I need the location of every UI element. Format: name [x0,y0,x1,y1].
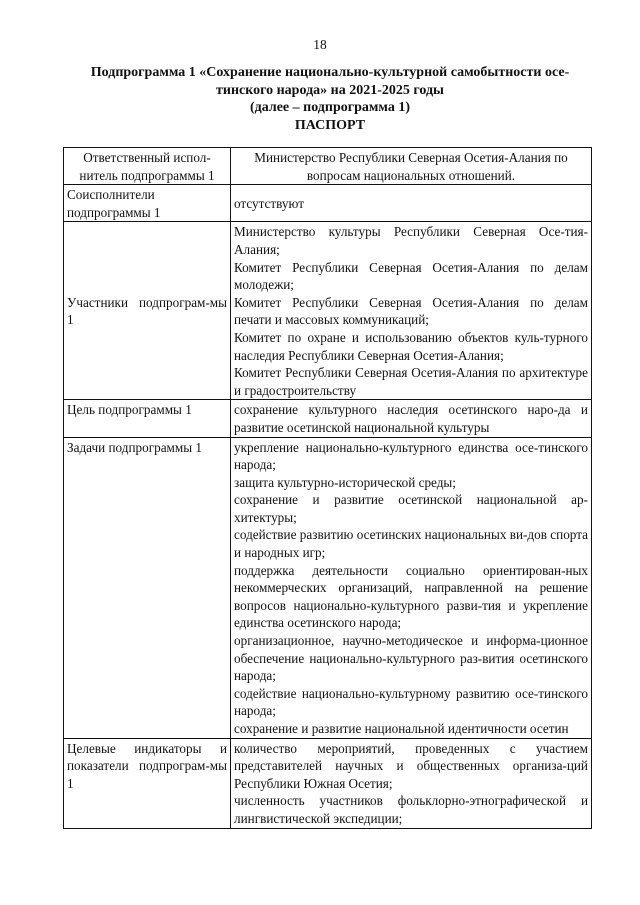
coexecutors-value: отсутствуют [231,185,592,222]
participant-item: Комитет Республики Северная Осетия-Алания по архитектуре и градостроительству [234,365,588,398]
goal-value: сохранение культурного наследия осетинского наро-да и развитие осетинской национальной культуры [231,400,592,437]
page-number: 18 [313,37,327,52]
executor-value: Министерство Республики Северная Осетия-Алания по вопросам национальных отношений. [231,148,592,185]
title-line-1: Подпрограмма 1 «Сохранение национально-культурной самобытности осе- [90,65,570,80]
indicators-label: Целевые индикаторы и показатели подпрограм-мы 1 [64,738,231,828]
task-item: сохранение и развитие национальной идентичности осетин [234,721,569,736]
row-coexecutors [64,185,592,222]
coexecutors-label: Соисполнители подпрограммы 1 [64,185,231,222]
tasks-label: Задачи подпрограммы 1 [64,437,231,738]
row-executor [64,148,592,185]
indicators-value [231,738,592,828]
task-item: организационное, научно-методическое и информа-ционное обеспечение национально-культурного раз-вития осетинского народа; [234,633,588,684]
title-line-4: ПАСПОРТ [294,117,366,133]
participants-label: Участники подпрограм-мы 1 [64,222,231,400]
row-tasks [64,437,592,738]
title-line-3: (далее – подпрограмма 1) [249,100,411,115]
task-item: содействие национально-культурному развитию осе-тинского народа; [234,685,588,719]
tasks-value [231,437,592,738]
participants-value [231,222,592,400]
participant-item: Комитет Республики Северная Осетия-Алания по делам печати и массовых коммуникаций; [234,294,588,328]
passport-table [63,147,592,829]
indicator-item: численность участников фольклорно-этнографической и лингвистической экспедиции; [234,793,588,826]
goal-label: Цель подпрограммы 1 [64,400,231,437]
task-item: сохранение и развитие осетинской национальной ар-хитектуры; [234,492,588,525]
page-title [70,64,590,134]
participant-item: Министерство культуры Республики Северная Осе-тия-Алания; [234,224,588,257]
row-participants [64,222,592,400]
task-item: укрепление национально-культурного единства осе-тинского народа; [234,439,588,473]
indicator-item: количество мероприятий, проведенных с участием представителей научных и общественных организа-ций Республики Южная Осетия; [234,740,588,791]
row-indicators [64,738,592,828]
row-goal [64,400,592,437]
participant-item: Комитет Республики Северная Осетия-Алания по делам молодежи; [234,259,588,293]
title-line-2: тинского народа» на 2021-2025 годы [216,82,444,98]
task-item: содействие развитию осетинских национальных ви-дов спорта и народных игр; [234,527,588,561]
executor-label: Ответственный испол-нитель подпрограммы 1 [64,148,231,185]
participant-item: Комитет по охране и использованию объектов куль-турного наследия Республики Северная Осетия-Алания; [234,329,588,363]
task-item: защита культурно-исторической среды; [234,474,456,490]
task-item: поддержка деятельности социально ориентирован-ных некоммерческих организаций, направленной на решение вопросов национально-культурного разви-тия и укрепление единства осетинского народа; [234,562,588,631]
